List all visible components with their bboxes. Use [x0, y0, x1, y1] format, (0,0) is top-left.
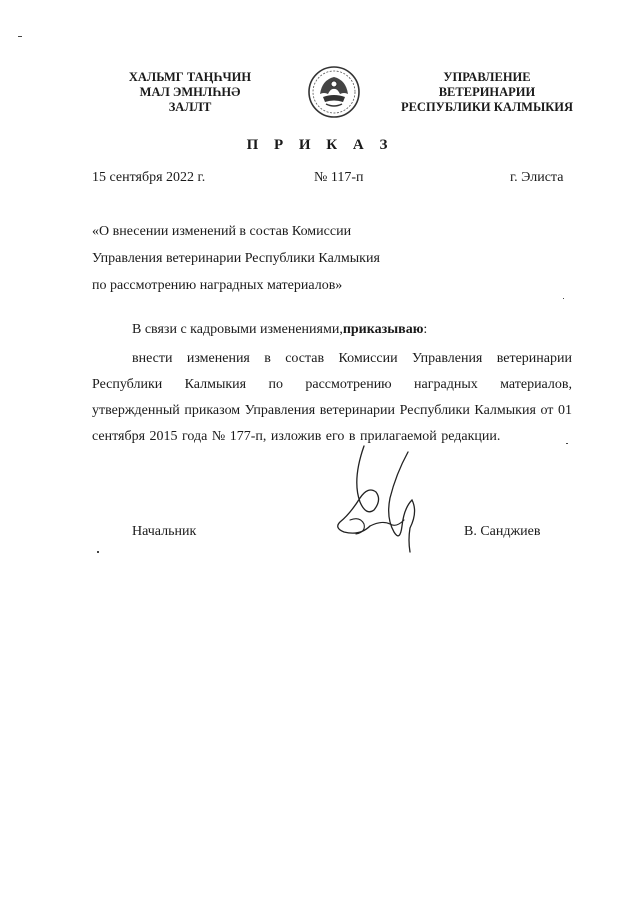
intro-keyword: приказываю	[342, 322, 424, 337]
order-intro	[132, 322, 427, 338]
header-left-line: ЗАЛЛТ	[168, 100, 212, 114]
header-right-line: РЕСПУБЛИКИ КАЛМЫКИЯ	[400, 100, 574, 114]
header-right-line: ВЕТЕРИНАРИИ	[438, 85, 536, 99]
order-city: г. Элиста	[510, 170, 564, 185]
coat-of-arms-emblem-icon	[306, 64, 362, 120]
header-right-line: УПРАВЛЕНИЕ	[443, 70, 531, 84]
order-number: № 117-п	[314, 170, 364, 185]
document-title: П Р И К А З	[246, 137, 394, 153]
header-left-block	[110, 70, 270, 115]
scan-speck	[563, 298, 564, 299]
header-left-line: МАЛ ЭМНЛҺНӘ	[139, 85, 241, 99]
scan-speck	[18, 36, 22, 37]
scan-speck	[97, 551, 99, 553]
signatory-name: В. Санджиев	[464, 524, 541, 539]
subject-line: Управления ветеринарии Республики Калмыкия	[92, 251, 380, 266]
header-left-line: ХАЛЬМГ ТАҢҺЧИН	[128, 70, 252, 84]
header-right-block	[392, 70, 582, 115]
order-date: 15 сентября 2022 г.	[92, 170, 206, 185]
handwritten-signature	[330, 440, 450, 555]
order-subject	[92, 218, 380, 299]
signatory-role: Начальник	[132, 524, 197, 539]
scan-speck	[566, 443, 568, 444]
intro-colon: :	[423, 322, 428, 337]
subject-line: «О внесении изменений в состав Комиссии	[92, 224, 352, 239]
subject-line: по рассмотрению наградных материалов»	[92, 278, 343, 293]
order-body-paragraph: внести изменения в состав Комиссии Управления ветеринарии Республики Калмыкия по рассмотрению наградных материалов, утвержденный приказом Управления ветеринарии Республики Калмыкия от 01 сентября 2015 года № 177-п, изложив его в прилагаемой редакции.	[92, 351, 572, 444]
intro-text: В связи с кадровыми изменениями,	[132, 322, 343, 337]
